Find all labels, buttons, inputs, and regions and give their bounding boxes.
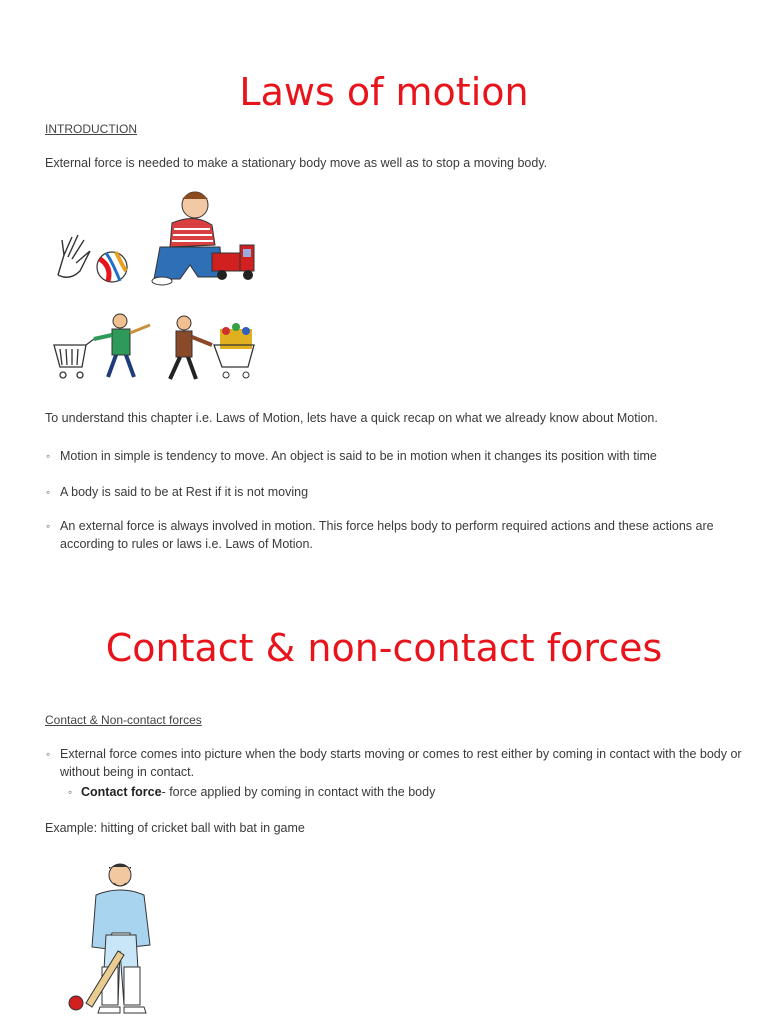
cricket-ball-icon: [69, 996, 83, 1010]
shopping-carts-illustration: [50, 305, 260, 385]
cricket-batsman-illustration: [62, 855, 172, 1020]
empty-cart-icon: [54, 339, 94, 378]
intro-paragraph: External force is needed to make a stationary body move as well as to stop a moving body.: [45, 156, 548, 170]
man-pushing-icon: [170, 316, 212, 379]
contact-force-definition: - force applied by coming in contact with the body: [161, 785, 436, 799]
bullet-motion-definition: ◦ Motion in simple is tendency to move. An object is said to be in motion when it changes its position with time: [60, 447, 750, 465]
example-paragraph: Example: hitting of cricket ball with bat in game: [45, 821, 305, 835]
bullet-rest-definition: ◦ A body is said to be at Rest if it is not moving: [60, 483, 750, 501]
section-heading-introduction: INTRODUCTION: [45, 122, 137, 136]
contact-force-term: Contact force: [81, 785, 162, 799]
bullet-external-force: ◦ An external force is always involved in motion. This force helps body to perform required actions and these actions are according to rules or laws i.e. Laws of Motion.: [60, 517, 750, 553]
slide-title-contact-forces: Contact & non-contact forces: [105, 626, 663, 670]
full-cart-icon: [214, 323, 254, 378]
hand-ball-boy-truck-illustration: [50, 185, 265, 295]
ball-icon: [97, 252, 127, 282]
recap-paragraph: To understand this chapter i.e. Laws of Motion, lets have a quick recap on what we already know about Motion.: [45, 411, 658, 425]
bullet-external-force-contact: ◦ External force comes into picture when the body starts moving or comes to rest either by coming in contact with the body or without being in contact.: [60, 745, 750, 781]
sub-bullet-contact-force: [81, 785, 435, 799]
section-heading-contact-forces: Contact & Non-contact forces: [45, 713, 202, 727]
hand-icon: [58, 235, 90, 277]
slide-title-laws-of-motion: Laws of motion: [239, 70, 529, 114]
man-pulling-icon: [94, 314, 150, 377]
